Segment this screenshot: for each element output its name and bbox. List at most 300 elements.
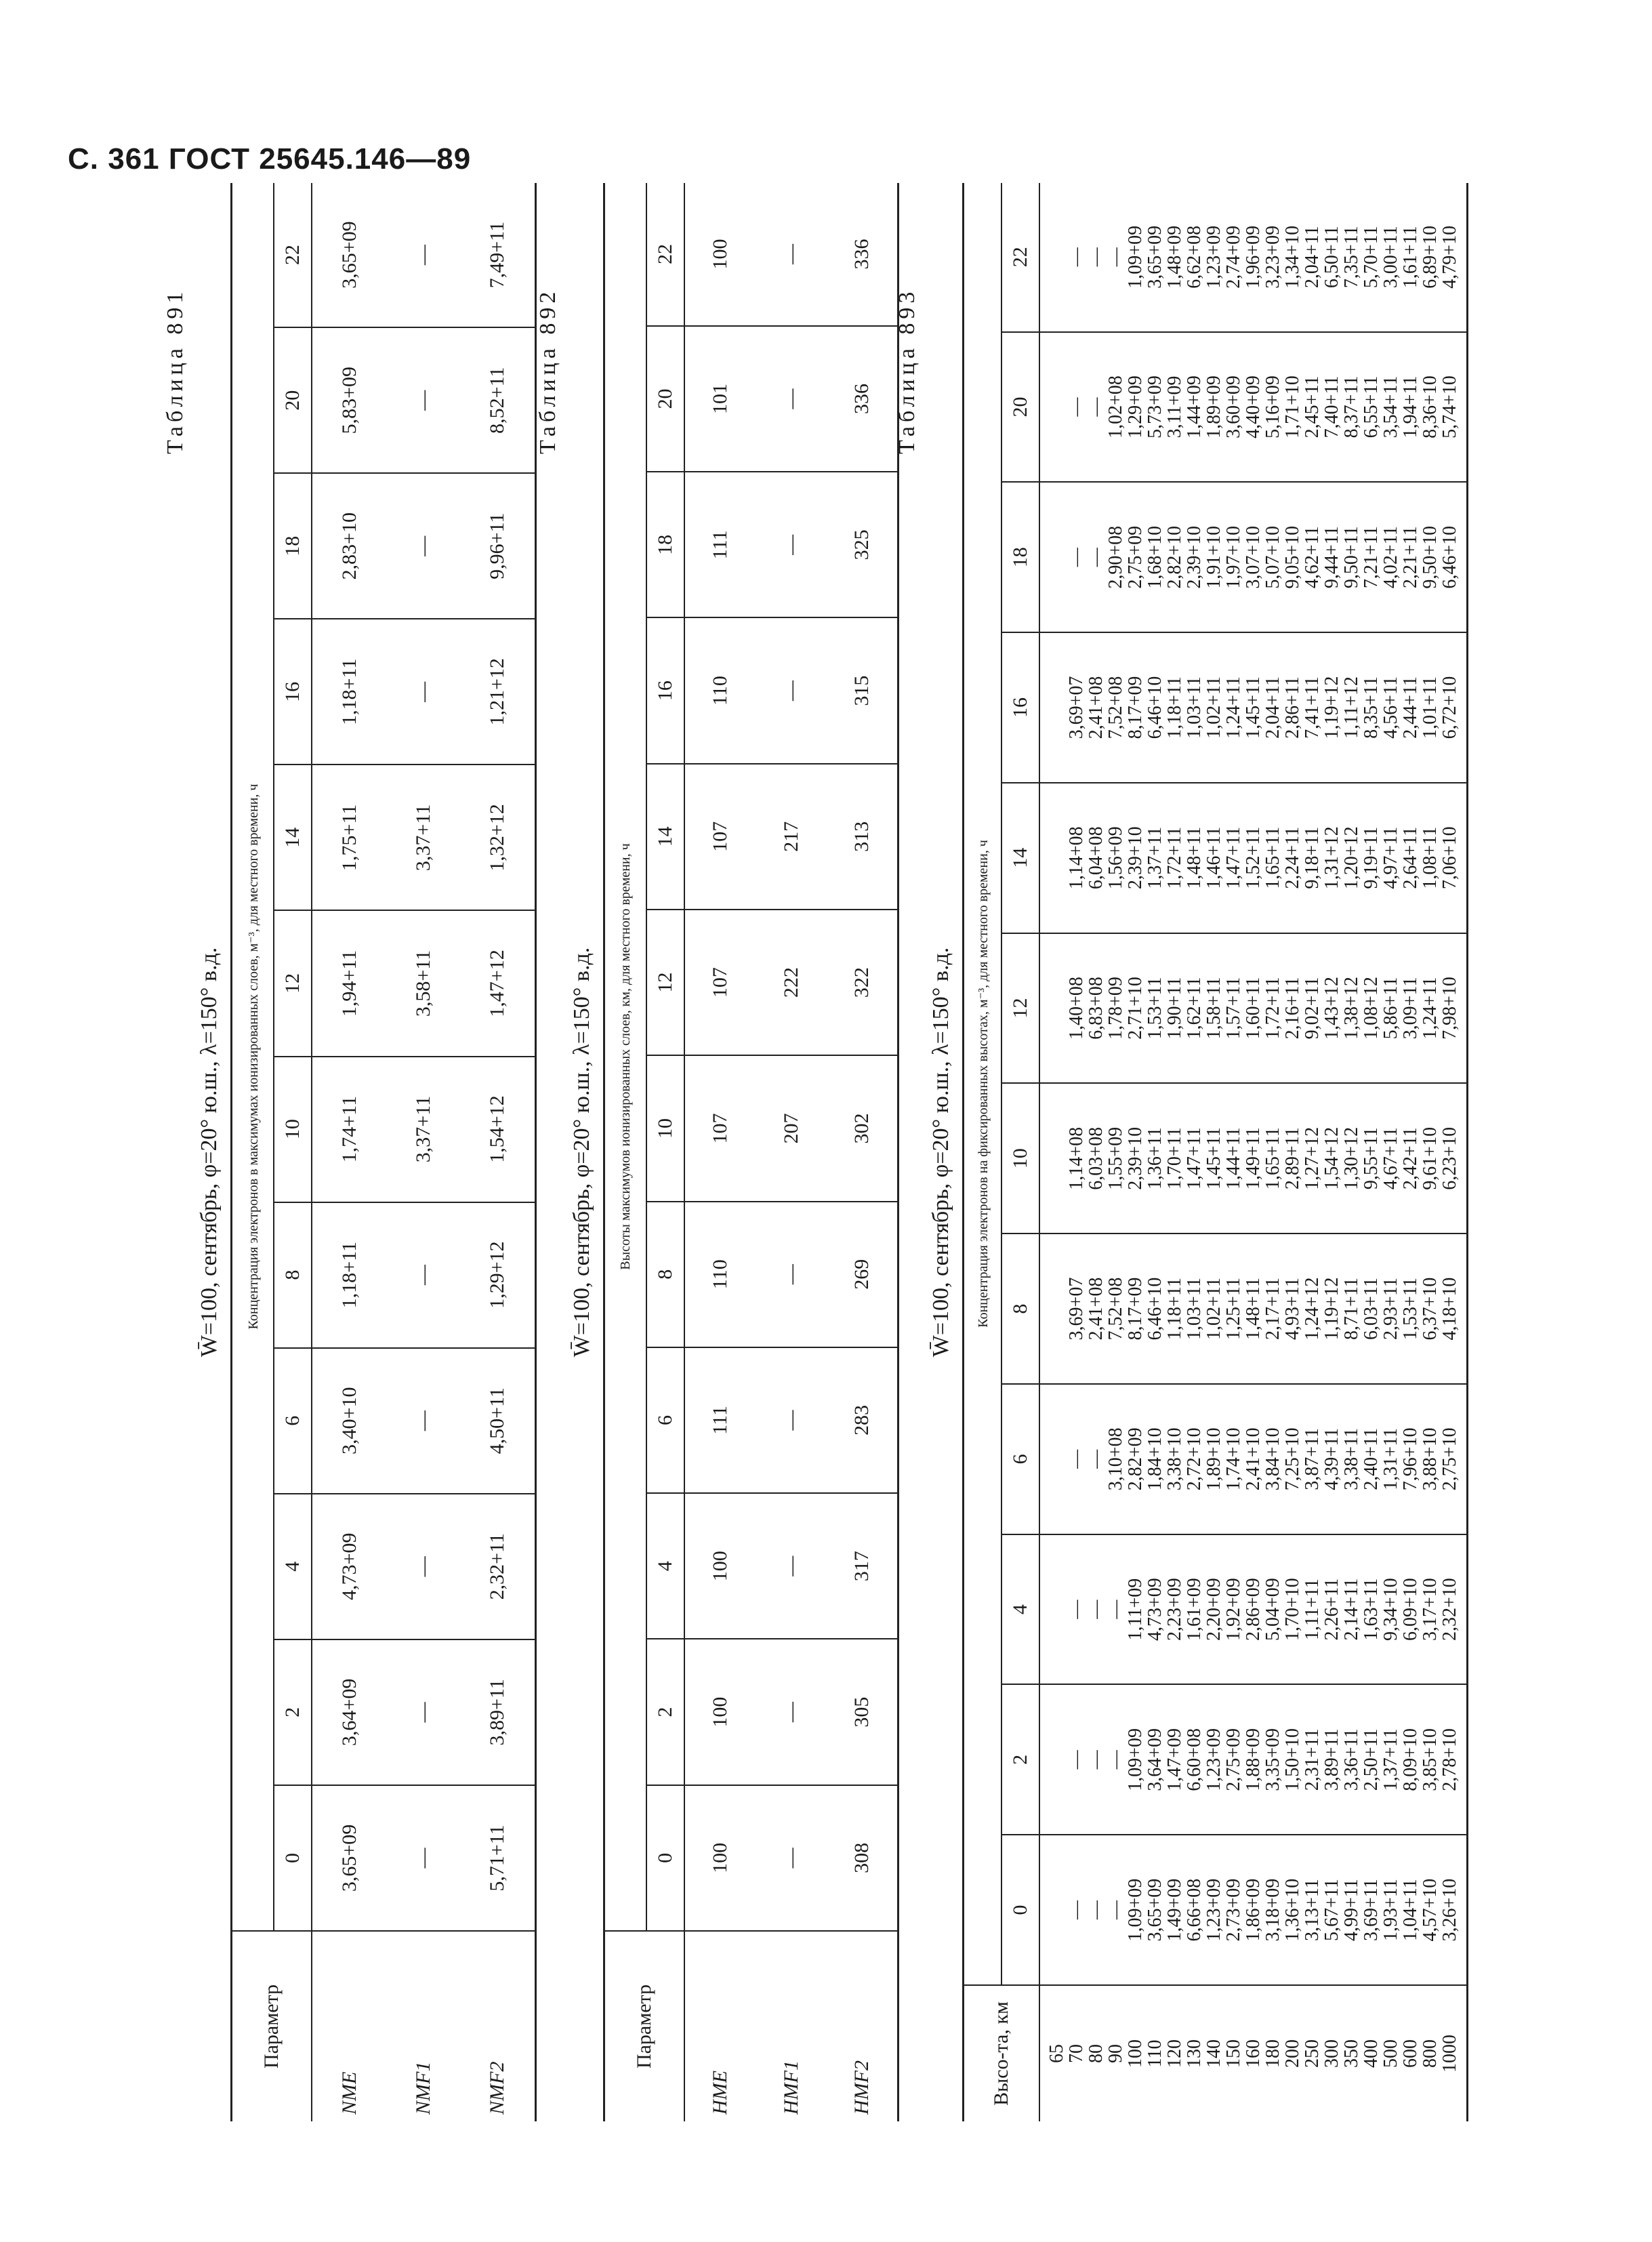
cell: 107 — [684, 910, 756, 1055]
concentration-value: 6,23+10 — [1439, 1126, 1460, 1190]
concentration-value: — — [1066, 1599, 1087, 1619]
page-header: С. 361 ГОСТ 25645.146—89 — [68, 142, 472, 176]
cell: 100 — [684, 183, 756, 326]
table-891-label: Таблица 891 — [163, 287, 188, 454]
cell: 217 — [756, 764, 827, 910]
cell: 1,18+11 — [312, 1202, 386, 1348]
spacer — [1047, 1307, 1067, 1311]
cell: 336 — [827, 183, 898, 326]
concentration-value: 9,50+10 — [1420, 525, 1441, 589]
concentration-value: 1,89+09 — [1203, 375, 1224, 439]
concentration-value: 4,79+10 — [1439, 225, 1460, 289]
table-892-label: Таблица 892 — [535, 287, 560, 454]
values-column — [1039, 1534, 1468, 1685]
cell: — — [756, 1202, 827, 1347]
concentration-value: 6,09+10 — [1400, 1578, 1421, 1641]
concentration-value: 3,17+10 — [1420, 1578, 1441, 1641]
concentration-value: 3,85+10 — [1420, 1728, 1441, 1791]
hour-header: 18 — [274, 473, 312, 619]
concentration-value: 1,23+09 — [1203, 225, 1224, 289]
concentration-value: 3,69+07 — [1066, 676, 1087, 739]
concentration-value: 2,64+11 — [1400, 826, 1421, 889]
concentration-value: 1,78+09 — [1105, 977, 1126, 1040]
hour-header: 14 — [1001, 783, 1039, 933]
cell: 7,49+11 — [461, 183, 535, 327]
values-column — [1039, 632, 1468, 783]
table-893-label: Таблица 893 — [894, 287, 920, 454]
concentration-value: 1,08+12 — [1361, 977, 1382, 1040]
concentration-value: — — [1086, 548, 1107, 567]
concentration-value: 2,71+10 — [1125, 977, 1146, 1040]
cell: 110 — [684, 1202, 756, 1347]
concentration-value: 1,24+11 — [1420, 977, 1441, 1040]
concentration-value: 3,00+11 — [1380, 226, 1401, 289]
concentration-value: 3,23+09 — [1262, 225, 1283, 289]
concentration-value: 2,31+11 — [1302, 1728, 1323, 1791]
hour-header: 12 — [274, 910, 312, 1056]
concentration-value: 1,02+08 — [1105, 375, 1126, 439]
height-value: 65 — [1046, 2044, 1067, 2063]
spacer — [1047, 1607, 1067, 1612]
height-value: 200 — [1282, 2039, 1303, 2068]
concentration-value: 8,17+09 — [1125, 676, 1146, 739]
hour-header: 4 — [274, 1494, 312, 1639]
concentration-value: 9,50+11 — [1341, 526, 1362, 589]
cell: 1,47+12 — [461, 910, 535, 1056]
concentration-value: 1,34+10 — [1282, 225, 1303, 289]
concentration-value: 2,73+09 — [1223, 1878, 1244, 1942]
cell: 100 — [684, 1639, 756, 1785]
concentration-value: 1,57+11 — [1223, 977, 1244, 1040]
concentration-value: 1,09+09 — [1125, 1728, 1146, 1791]
concentration-value: 3,69+07 — [1066, 1277, 1087, 1341]
concentration-value: 9,44+11 — [1321, 526, 1342, 589]
concentration-value: 1,25+11 — [1223, 1278, 1244, 1340]
concentration-value: 9,05+10 — [1282, 525, 1303, 589]
concentration-value: 1,14+08 — [1066, 826, 1087, 890]
concentration-value: 3,89+11 — [1321, 1728, 1342, 1791]
table-row — [312, 183, 386, 2121]
concentration-value: 2,21+11 — [1400, 526, 1421, 589]
concentration-value: 2,74+09 — [1223, 225, 1244, 289]
table-893-height-header: Высо-та, км — [964, 1985, 1040, 2121]
cell: — — [386, 473, 461, 619]
concentration-value: 1,94+11 — [1400, 375, 1421, 439]
spacer — [1047, 855, 1067, 860]
param-name: NMF2 — [486, 2061, 509, 2115]
cell: — — [756, 1493, 827, 1639]
concentration-value: — — [1086, 1449, 1107, 1469]
concentration-value: 3,35+09 — [1262, 1728, 1283, 1791]
concentration-value: 3,69+11 — [1361, 1879, 1382, 1941]
table-892 — [603, 183, 899, 2121]
concentration-value: 1,46+11 — [1203, 826, 1224, 889]
concentration-value: 1,36+10 — [1282, 1878, 1303, 1942]
concentration-value: 1,01+11 — [1420, 676, 1441, 739]
concentration-value: 1,53+11 — [1144, 977, 1165, 1040]
concentration-value: 2,86+11 — [1282, 676, 1303, 739]
concentration-value: 1,91+10 — [1203, 525, 1224, 589]
concentration-value: 7,35+11 — [1341, 226, 1362, 289]
cell: — — [756, 1639, 827, 1785]
concentration-value: 1,23+09 — [1203, 1728, 1224, 1791]
cell: 110 — [684, 617, 756, 763]
cell: 3,65+09 — [312, 1785, 386, 1931]
concentration-value: 1,55+09 — [1105, 1126, 1126, 1190]
concentration-value: — — [1066, 247, 1087, 267]
concentration-value: 1,48+11 — [1184, 826, 1205, 889]
concentration-value: 3,36+11 — [1341, 1728, 1362, 1791]
concentration-value: 1,58+11 — [1203, 977, 1224, 1040]
cell: — — [386, 619, 461, 765]
concentration-value: 2,39+10 — [1184, 525, 1205, 589]
concentration-value: 1,45+11 — [1203, 1127, 1224, 1190]
concentration-value: 6,04+08 — [1086, 826, 1107, 890]
concentration-value: 2,90+08 — [1105, 525, 1126, 589]
concentration-value: 1,03+11 — [1184, 676, 1205, 739]
concentration-value: 6,62+08 — [1184, 225, 1205, 289]
concentration-value: 2,86+09 — [1243, 1578, 1264, 1641]
values-column — [1039, 1234, 1468, 1384]
concentration-value: — — [1086, 1900, 1107, 1920]
concentration-value: 8,35+11 — [1361, 676, 1382, 739]
height-value: 300 — [1321, 2039, 1342, 2068]
concentration-value: 7,52+08 — [1105, 676, 1126, 739]
cell: 4,73+09 — [312, 1494, 386, 1639]
concentration-value: 1,86+09 — [1243, 1878, 1264, 1942]
cell: 1,21+12 — [461, 619, 535, 765]
cell: — — [756, 617, 827, 763]
hour-header: 10 — [1001, 1083, 1039, 1234]
concentration-value: 4,97+11 — [1380, 826, 1401, 889]
cell: 101 — [684, 326, 756, 472]
concentration-value: 2,39+10 — [1125, 1126, 1146, 1190]
concentration-value: 8,71+11 — [1341, 1278, 1362, 1340]
concentration-value: 2,14+11 — [1341, 1578, 1362, 1641]
height-value: 110 — [1144, 2039, 1165, 2068]
cell: 5,83+09 — [312, 327, 386, 473]
concentration-value: 1,72+11 — [1164, 826, 1185, 889]
concentration-value: 5,70+11 — [1361, 226, 1382, 289]
concentration-value: 3,18+09 — [1262, 1878, 1283, 1942]
cell: 207 — [756, 1055, 827, 1201]
cell: 322 — [827, 910, 898, 1055]
cell: 1,29+12 — [461, 1202, 535, 1348]
concentration-value: 1,45+11 — [1243, 676, 1264, 739]
height-value: 140 — [1203, 2039, 1224, 2068]
concentration-value: 3,65+09 — [1144, 225, 1165, 289]
hour-header: 20 — [1001, 332, 1039, 483]
hour-header: 20 — [646, 326, 684, 472]
concentration-value: 4,40+09 — [1243, 375, 1264, 439]
concentration-value: 1,96+09 — [1243, 225, 1264, 289]
concentration-value: 1,09+09 — [1125, 1878, 1146, 1942]
concentration-value: — — [1086, 247, 1107, 267]
concentration-value: 4,73+09 — [1144, 1578, 1165, 1641]
cell: 222 — [756, 910, 827, 1055]
concentration-value: 1,70+10 — [1282, 1578, 1303, 1641]
cell: 336 — [827, 326, 898, 472]
concentration-value: 4,67+11 — [1380, 1127, 1401, 1190]
concentration-value: 1,02+11 — [1203, 676, 1224, 739]
spacer — [1047, 1908, 1067, 1913]
values-column — [1039, 933, 1468, 1084]
hour-header: 12 — [646, 910, 684, 1055]
concentration-value: 1,31+11 — [1380, 1427, 1401, 1490]
table-row — [386, 183, 461, 2121]
concentration-value: 1,47+11 — [1184, 1127, 1205, 1190]
concentration-value: 1,11+09 — [1125, 1578, 1146, 1641]
table-893-title: W̄=100, сентябрь, φ=20° ю.ш., λ=150° в.д. — [928, 947, 953, 1358]
concentration-value: 1,23+09 — [1203, 1878, 1224, 1942]
cell: — — [386, 327, 461, 473]
cell: 107 — [684, 1055, 756, 1201]
concentration-value: 3,13+11 — [1302, 1879, 1323, 1941]
concentration-value: 1,02+11 — [1203, 1278, 1224, 1340]
concentration-value: 4,62+11 — [1302, 526, 1323, 589]
height-value: 250 — [1302, 2039, 1323, 2068]
concentration-value: 1,56+09 — [1105, 826, 1126, 890]
cell: 269 — [827, 1202, 898, 1347]
concentration-value: 6,66+08 — [1184, 1878, 1205, 1942]
concentration-value: 1,60+11 — [1243, 977, 1264, 1040]
concentration-value: 1,50+10 — [1282, 1728, 1303, 1791]
concentration-value: 2,45+11 — [1302, 375, 1323, 439]
concentration-value: — — [1086, 1599, 1107, 1619]
table-row — [684, 183, 756, 2121]
concentration-value: 6,46+10 — [1144, 1277, 1165, 1341]
cell: 5,71+11 — [461, 1785, 535, 1931]
cell: 3,37+11 — [386, 1057, 461, 1202]
cell: — — [756, 183, 827, 326]
hour-header: 2 — [274, 1639, 312, 1785]
concentration-value: 2,17+11 — [1262, 1278, 1283, 1340]
cell: 100 — [684, 1785, 756, 1931]
cell: — — [386, 1202, 461, 1348]
cell: 9,96+11 — [461, 473, 535, 619]
table-892-title: W̄=100, сентябрь, φ=20° ю.ш., λ=150° в.д. — [569, 947, 594, 1358]
hour-header: 16 — [274, 619, 312, 765]
concentration-value: 6,37+10 — [1420, 1277, 1441, 1341]
concentration-value: 3,54+11 — [1380, 375, 1401, 439]
concentration-value: 2,82+09 — [1125, 1427, 1146, 1491]
cell: 325 — [827, 472, 898, 617]
hour-header: 12 — [1001, 933, 1039, 1084]
height-value: 500 — [1380, 2039, 1401, 2068]
concentration-value: 2,40+11 — [1361, 1427, 1382, 1490]
concentration-value: 7,21+11 — [1361, 526, 1382, 589]
concentration-value: 1,88+09 — [1243, 1728, 1264, 1791]
concentration-value: — — [1086, 1750, 1107, 1770]
heights-column — [1039, 1985, 1468, 2121]
concentration-value: 7,25+10 — [1282, 1427, 1303, 1491]
concentration-value: 1,84+10 — [1144, 1427, 1165, 1491]
concentration-value: 1,72+11 — [1262, 977, 1283, 1040]
concentration-value: 1,20+12 — [1341, 826, 1362, 890]
concentration-value: 7,06+10 — [1439, 826, 1460, 890]
height-value: 1000 — [1439, 2035, 1460, 2073]
concentration-value: — — [1066, 1750, 1087, 1770]
cell: 308 — [827, 1785, 898, 1931]
values-column — [1039, 1835, 1468, 1985]
cell: 2,83+10 — [312, 473, 386, 619]
concentration-value: 3,60+09 — [1223, 375, 1244, 439]
spacer — [1047, 1156, 1067, 1161]
concentration-value: 2,24+11 — [1282, 826, 1303, 889]
cell: — — [756, 1785, 827, 1931]
param-name: HMF1 — [779, 2060, 802, 2115]
concentration-value: 2,75+09 — [1223, 1728, 1244, 1791]
height-value: 600 — [1400, 2039, 1421, 2068]
cell: 100 — [684, 1493, 756, 1639]
concentration-value: 2,20+09 — [1203, 1578, 1224, 1641]
hour-header: 2 — [1001, 1684, 1039, 1835]
hour-header: 10 — [646, 1055, 684, 1201]
values-column — [1039, 183, 1468, 332]
hour-header: 22 — [1001, 183, 1039, 332]
cell: 317 — [827, 1493, 898, 1639]
concentration-value: 1,52+11 — [1243, 826, 1264, 889]
concentration-value: 8,17+09 — [1125, 1277, 1146, 1341]
concentration-value: 1,68+10 — [1144, 525, 1165, 589]
cell: — — [756, 326, 827, 472]
values-column — [1039, 783, 1468, 933]
concentration-value: 6,55+11 — [1361, 375, 1382, 439]
concentration-value: 6,50+11 — [1321, 226, 1342, 289]
table-892-param-header: Параметр — [604, 1931, 685, 2121]
concentration-value: 1,30+12 — [1341, 1126, 1362, 1190]
cell: 302 — [827, 1055, 898, 1201]
concentration-value: 1,19+12 — [1321, 676, 1342, 739]
cell: 111 — [684, 1347, 756, 1493]
concentration-value: 4,99+11 — [1341, 1879, 1362, 1941]
table-row — [827, 183, 898, 2121]
concentration-value: 2,23+09 — [1164, 1578, 1185, 1641]
hour-header: 0 — [646, 1785, 684, 1931]
concentration-value: 1,03+11 — [1184, 1278, 1205, 1340]
spacer — [1047, 1456, 1067, 1461]
concentration-value: 3,07+10 — [1243, 525, 1264, 589]
height-value: 800 — [1420, 2039, 1441, 2068]
concentration-value: 2,41+08 — [1086, 1277, 1107, 1341]
height-value: 120 — [1164, 2039, 1185, 2068]
table-893-group-header: Концентрация электронов на фиксированных высотах, м⁻³, для местного времени, ч — [964, 183, 1002, 1985]
concentration-value: 2,78+10 — [1439, 1728, 1460, 1791]
concentration-value: 1,62+11 — [1184, 977, 1205, 1040]
spacer — [1047, 255, 1067, 260]
concentration-value: 1,36+11 — [1144, 1127, 1165, 1190]
concentration-value: 1,53+11 — [1400, 1278, 1421, 1340]
cell: 1,94+11 — [312, 910, 386, 1056]
cell: 1,18+11 — [312, 619, 386, 765]
concentration-value: 1,24+11 — [1223, 676, 1244, 739]
concentration-value: 9,19+11 — [1361, 826, 1382, 889]
concentration-value: 7,96+10 — [1400, 1427, 1421, 1491]
spacer — [1047, 555, 1067, 560]
concentration-value: 1,19+12 — [1321, 1277, 1342, 1341]
concentration-value: 1,97+10 — [1223, 525, 1244, 589]
concentration-value: 1,37+11 — [1144, 826, 1165, 889]
concentration-value: 2,93+11 — [1380, 1278, 1401, 1340]
concentration-value: 1,49+09 — [1164, 1878, 1185, 1942]
hour-header: 18 — [646, 472, 684, 617]
concentration-value: 9,61+10 — [1420, 1126, 1441, 1190]
cell: — — [386, 1494, 461, 1639]
concentration-value: — — [1105, 247, 1126, 267]
height-value: 80 — [1086, 2044, 1107, 2063]
concentration-value: 6,03+11 — [1361, 1278, 1382, 1340]
concentration-value: 1,48+09 — [1164, 225, 1185, 289]
cell: 4,50+11 — [461, 1348, 535, 1494]
concentration-value: 1,47+09 — [1164, 1728, 1185, 1791]
concentration-value: 1,54+12 — [1321, 1126, 1342, 1190]
concentration-value: 2,42+11 — [1400, 1127, 1421, 1190]
concentration-value: 2,04+11 — [1262, 676, 1283, 739]
concentration-value: 1,47+11 — [1223, 826, 1244, 889]
concentration-value: 2,32+10 — [1439, 1578, 1460, 1641]
concentration-value: 6,72+10 — [1439, 676, 1460, 739]
table-893-body-row — [1039, 183, 1468, 2121]
cell: 313 — [827, 764, 898, 910]
concentration-value: 3,64+09 — [1144, 1728, 1165, 1791]
hour-header: 0 — [274, 1785, 312, 1931]
cell: 1,75+11 — [312, 765, 386, 910]
hour-header: 6 — [1001, 1384, 1039, 1534]
hour-header: 10 — [274, 1057, 312, 1202]
concentration-value: 1,49+11 — [1243, 1127, 1264, 1190]
table-893 — [962, 183, 1468, 2121]
cell: 305 — [827, 1639, 898, 1785]
concentration-value: 1,04+11 — [1400, 1879, 1421, 1941]
concentration-value: 1,37+11 — [1380, 1728, 1401, 1791]
cell: 315 — [827, 617, 898, 763]
cell: — — [756, 472, 827, 617]
concentration-value: 2,82+10 — [1164, 525, 1185, 589]
concentration-value: 1,38+12 — [1341, 977, 1362, 1040]
concentration-value: 9,18+11 — [1302, 826, 1323, 889]
concentration-value: 3,84+10 — [1262, 1427, 1283, 1491]
concentration-value: — — [1105, 1900, 1126, 1920]
cell: 8,52+11 — [461, 327, 535, 473]
hour-header: 18 — [1001, 482, 1039, 632]
values-column — [1039, 482, 1468, 632]
concentration-value: 1,65+11 — [1262, 1127, 1283, 1190]
concentration-value: 8,09+10 — [1400, 1728, 1421, 1791]
cell: 283 — [827, 1347, 898, 1493]
concentration-value: 7,41+11 — [1302, 676, 1323, 739]
concentration-value: 9,55+11 — [1361, 1127, 1382, 1190]
concentration-value: 1,63+11 — [1361, 1578, 1382, 1641]
cell: 111 — [684, 472, 756, 617]
concentration-value: 5,04+09 — [1262, 1578, 1283, 1641]
concentration-value: 1,71+10 — [1282, 375, 1303, 439]
table-891-hours-row — [274, 183, 312, 2121]
concentration-value: — — [1066, 1900, 1087, 1920]
concentration-value: 1,44+09 — [1184, 375, 1205, 439]
cell: 3,64+09 — [312, 1639, 386, 1785]
concentration-value: 8,37+11 — [1341, 375, 1362, 439]
values-column — [1039, 1384, 1468, 1534]
concentration-value: 9,02+11 — [1302, 977, 1323, 1040]
cell: — — [386, 1639, 461, 1785]
concentration-value: 2,04+11 — [1302, 226, 1323, 289]
concentration-value: — — [1066, 1449, 1087, 1469]
concentration-value: 6,03+08 — [1086, 1126, 1107, 1190]
concentration-value: 2,26+11 — [1321, 1578, 1342, 1641]
table-891-group-header: Концентрация электронов в максимумах ионизированных слоев, м⁻³, для местного времени, ч — [232, 183, 274, 1931]
hour-header: 16 — [646, 617, 684, 763]
concentration-value: 4,56+11 — [1380, 676, 1401, 739]
